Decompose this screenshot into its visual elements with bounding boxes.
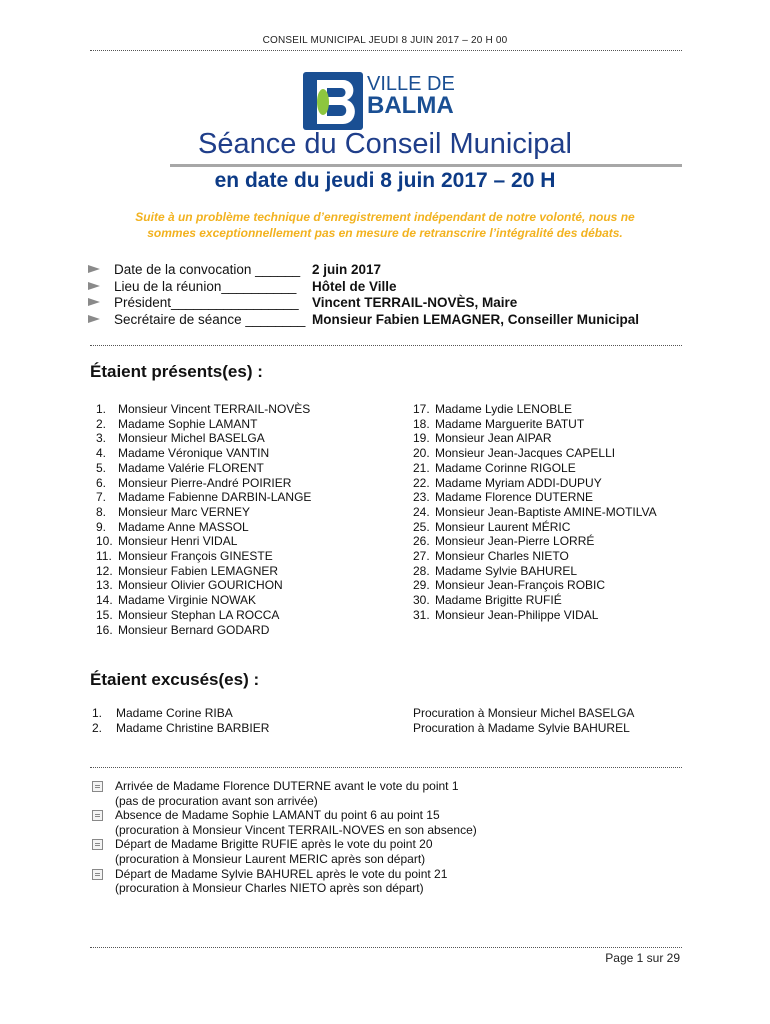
list-item: 29. Monsieur Jean-François ROBIC (413, 578, 606, 593)
list-item: 12. Monsieur Fabien LEMAGNER (96, 563, 279, 578)
attendance-notes (92, 779, 477, 896)
title-underline (170, 164, 682, 167)
list-item: 25. Monsieur Laurent MÉRIC (413, 519, 571, 534)
note-bullet-icon (92, 869, 103, 880)
list-item: 6. Monsieur Pierre-André POIRIER (96, 475, 292, 490)
list-item: 13. Monsieur Olivier GOURICHON (96, 578, 283, 593)
info-value: Monsieur Fabien LEMAGNER, Conseiller Municipal (312, 311, 640, 327)
note-item: Absence de Madame Sophie LAMANT du point 6 au point 15 (procuration à Monsieur Vincent TERRAIL-NOVES en son absence) (92, 808, 477, 837)
arrow-bullet-icon (88, 265, 100, 273)
list-item: 23. Madame Florence DUTERNE (413, 490, 594, 505)
note-item: Arrivée de Madame Florence DUTERNE avant le vote du point 1 (pas de procuration avant son arrivée) (92, 779, 477, 808)
list-item: 11. Monsieur François GINESTE (96, 549, 273, 564)
info-value: Vincent TERRAIL-NOVÈS, Maire (312, 295, 518, 310)
divider (90, 767, 682, 768)
list-item: 5. Madame Valérie FLORENT (96, 460, 264, 475)
info-label: Secrétaire de séance ________ (114, 311, 306, 327)
divider (90, 947, 682, 948)
list-item: 9. Madame Anne MASSOL (96, 519, 249, 534)
list-item: 19. Monsieur Jean AIPAR (413, 431, 552, 446)
note-item: Départ de Madame Brigitte RUFIE après le vote du point 20 (procuration à Monsieur Laurent MERIC après son départ) (92, 837, 477, 866)
info-value: Hôtel de Ville (312, 278, 397, 294)
list-item: 21. Madame Corinne RIGOLE (413, 460, 576, 475)
presents-list-left (96, 402, 311, 637)
note-item: Départ de Madame Sylvie BAHUREL après le vote du point 21 (procuration à Monsieur Charles NIETO après son départ) (92, 867, 477, 896)
list-item: 15. Monsieur Stephan LA ROCCA (96, 607, 280, 622)
list-item: 16. Monsieur Bernard GODARD (96, 622, 270, 637)
list-item: 1. Monsieur Vincent TERRAIL-NOVÈS (96, 402, 311, 416)
list-item: 8. Monsieur Marc VERNEY (96, 504, 251, 519)
info-row-place (88, 278, 397, 296)
info-label: Président_________________ (114, 295, 299, 310)
list-item: 10. Monsieur Henri VIDAL (96, 534, 238, 549)
city-logo (303, 72, 473, 130)
balma-emblem-icon (303, 72, 363, 130)
arrow-bullet-icon (88, 298, 100, 306)
divider (90, 345, 682, 346)
notice-line-2: sommes exceptionnellement pas en mesure de retranscrire l’intégralité des débats. (147, 226, 623, 240)
presents-list-right (413, 402, 657, 623)
page-title: Séance du Conseil Municipal (198, 128, 572, 160)
list-item: 30. Madame Brigitte RUFIÉ (413, 593, 562, 608)
page-header: CONSEIL MUNICIPAL JEUDI 8 JUIN 2017 – 20 H 00 (262, 35, 508, 46)
list-item: 26. Monsieur Jean-Pierre LORRÉ (413, 534, 595, 549)
list-item: 3. Monsieur Michel BASELGA (96, 431, 265, 446)
page-number: Page 1 sur 29 (605, 951, 680, 965)
info-row-president (88, 295, 518, 312)
list-item: 18. Madame Marguerite BATUT (413, 416, 585, 431)
note-bullet-icon (92, 810, 103, 821)
note-bullet-icon (92, 839, 103, 850)
logo-line-1: VILLE DE (367, 73, 455, 95)
logo-line-2: BALMA (367, 92, 454, 119)
note-bullet-icon (92, 781, 103, 792)
list-item: 7. Madame Fabienne DARBIN-LANGE (96, 490, 312, 505)
list-item: 2. Madame Christine BARBIER Procuration à Madame Sylvie BAHUREL (92, 721, 630, 735)
excuses-heading: Étaient excusés(es) : (90, 670, 260, 689)
arrow-bullet-icon (88, 315, 100, 323)
list-item: 1. Madame Corine RIBA Procuration à Monsieur Michel BASELGA (92, 706, 635, 720)
presents-heading: Étaient présents(es) : (90, 362, 263, 381)
list-item: 28. Madame Sylvie BAHUREL (413, 563, 578, 578)
excuses-list (92, 706, 634, 736)
technical-notice (0, 209, 770, 241)
list-item: 4. Madame Véronique VANTIN (96, 446, 270, 461)
list-item: 22. Madame Myriam ADDI-DUPUY (413, 475, 602, 490)
list-item: 2. Madame Sophie LAMANT (96, 416, 258, 431)
meeting-info (88, 262, 640, 328)
info-label: Date de la convocation ______ (114, 262, 301, 277)
notice-line-1: Suite à un problème technique d’enregistrement indépendant de notre volonté, nous ne (135, 210, 635, 224)
arrow-bullet-icon (88, 282, 100, 290)
info-label: Lieu de la réunion__________ (114, 278, 297, 294)
list-item: 20. Monsieur Jean-Jacques CAPELLI (413, 446, 616, 461)
info-row-secretary (88, 311, 640, 329)
page-subtitle: en date du jeudi 8 juin 2017 – 20 H (214, 169, 556, 192)
list-item: 14. Madame Virginie NOWAK (96, 593, 257, 608)
info-row-date (88, 262, 382, 279)
list-item: 27. Monsieur Charles NIETO (413, 549, 569, 564)
list-item: 24. Monsieur Jean-Baptiste AMINE-MOTILVA (413, 504, 657, 519)
divider (90, 50, 682, 51)
list-item: 31. Monsieur Jean-Philippe VIDAL (413, 607, 599, 622)
list-item: 17. Madame Lydie LENOBLE (413, 402, 572, 416)
info-value: 2 juin 2017 (312, 262, 382, 277)
